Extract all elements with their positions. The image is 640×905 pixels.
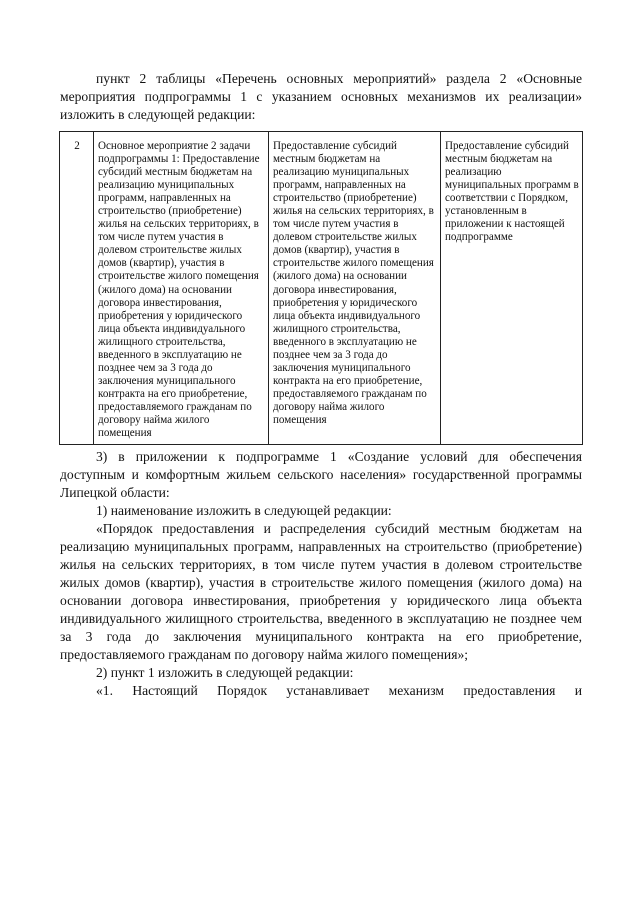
document-page	[60, 70, 582, 700]
table-row	[60, 132, 583, 445]
item-3-paragraph: 3) в приложении к подпрограмме 1 «Создание условий для обеспечения доступным и комфортным жильем сельского населения» государственной программы Липецкой области:	[60, 449, 582, 501]
row-number: 2	[60, 132, 94, 445]
mechanism-cell: Предоставление субсидий местным бюджетам на реализацию муниципальных программ в соответствии с Порядком, установленным в приложении к настоящей подпрограмме	[441, 132, 583, 445]
intro-paragraph: пункт 2 таблицы «Перечень основных мероприятий» раздела 2 «Основные мероприятия подпрограммы 1 с указанием основных механизмов их реализации» изложить в следующей редакции:	[60, 71, 582, 122]
item-3-1-paragraph: 1) наименование изложить в следующей редакции:	[96, 503, 392, 519]
item-3-1-text: «Порядок предоставления и распределения субсидий местным бюджетам на реализацию муниципальных программ, направленных на строительство (приобретение) жилья на сельских территориях, в том числе путем участия в долевом строительстве жилых домов (квартир), участия в строительстве жилого помещения (жилого дома) на основании договора инвестирования, приобретения у юридического лица объекта индивидуального жилищного строительства, введенного в эксплуатацию не позднее чем за 3 года до заключения муниципального контракта на его приобретение, предоставляемого гражданам по договору найма жилого помещения»;	[60, 521, 582, 663]
item-3-2-paragraph: 2) пункт 1 изложить в следующей редакции:	[96, 665, 354, 681]
measures-table	[59, 131, 583, 445]
item-3-2-text: «1. Настоящий Порядок устанавливает механизм предоставления и	[96, 683, 582, 699]
main-measure-cell: Основное мероприятие 2 задачи подпрограммы 1: Предоставление субсидий местным бюджетам на реализацию муниципальных программ, направленных на строительство (приобретение) жилья на сельских территориях, в том числе путем участия в долевом строительстве жилых домов (квартир), участия в строительстве жилого помещения (жилого дома) на основании договора инвестирования, приобретения у юридического лица объекта индивидуального жилищного строительства, введенного в эксплуатацию не позднее чем за 3 года до заключения муниципального контракта на его приобретение, предоставляемого гражданам по договору найма жилого помещения	[94, 132, 269, 445]
description-cell: Предоставление субсидий местным бюджетам на реализацию муниципальных программ, направленных на строительство (приобретение) жилья на сельских территориях, в том числе путем участия в долевом строительстве жилых домов (квартир), участия в строительстве жилого помещения (жилого дома) на основании договора инвестирования, приобретения у юридического лица объекта индивидуального жилищного строительства, введенного в эксплуатацию не позднее чем за 3 года до заключения муниципального контракта на его приобретение, предоставляемого гражданам по договору найма жилого помещения	[269, 132, 441, 445]
